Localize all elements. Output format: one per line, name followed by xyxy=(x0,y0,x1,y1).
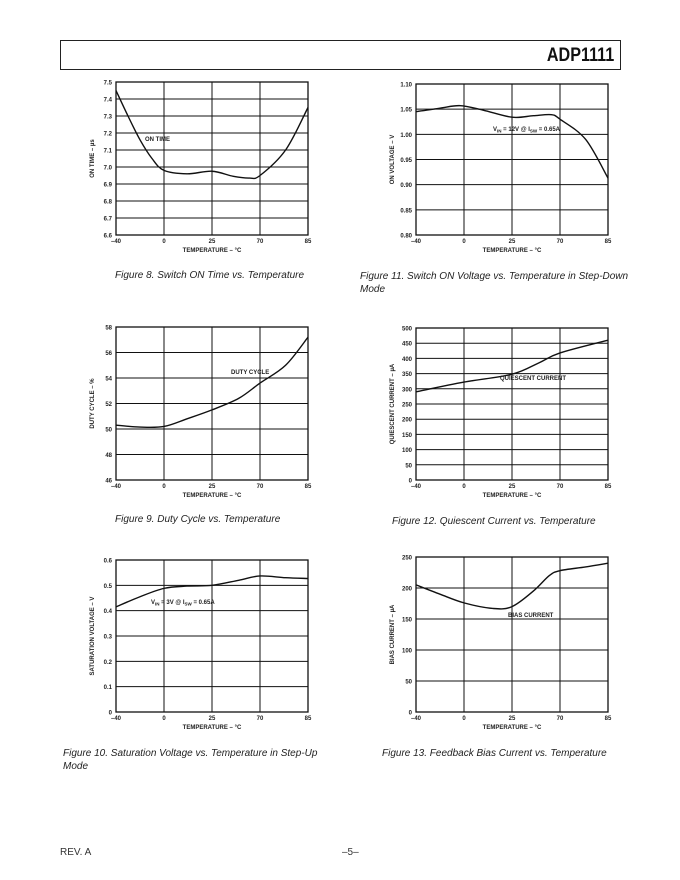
y-tick-label: 0.4 xyxy=(103,609,112,616)
curve-annotation xyxy=(500,376,566,382)
y-tick-label: 1.00 xyxy=(400,132,412,139)
chart-2 xyxy=(390,83,612,255)
annotation-segment: BIAS CURRENT xyxy=(508,613,554,619)
x-tick-label: 25 xyxy=(508,716,516,722)
y-tick-label: 0 xyxy=(408,710,412,717)
chart-3 xyxy=(90,326,312,500)
curve-annotation xyxy=(508,613,554,619)
y-tick-label: 0.80 xyxy=(400,233,412,240)
y-axis-label: SATURATION VOLTAGE – V xyxy=(90,596,96,676)
y-tick-label: 7.4 xyxy=(103,97,112,104)
y-tick-label: 250 xyxy=(401,402,412,409)
x-tick-label: 0 xyxy=(162,716,166,722)
x-tick-label: 25 xyxy=(208,239,216,245)
y-tick-label: 200 xyxy=(401,417,412,424)
x-tick-label: 70 xyxy=(556,716,564,722)
y-tick-label: 100 xyxy=(401,648,412,655)
x-tick-label: 70 xyxy=(256,716,264,722)
caption-figure-13: Figure 13. Feedback Bias Current vs. Temperature xyxy=(382,748,607,759)
caption-figure-9: Figure 9. Duty Cycle vs. Temperature xyxy=(115,514,281,525)
y-tick-label: 58 xyxy=(105,325,112,332)
y-tick-label: 7.3 xyxy=(103,114,112,121)
x-tick-label: 85 xyxy=(604,484,612,490)
y-axis-label: ON TIME – µs xyxy=(90,139,96,178)
y-axis-label: QUIESCENT CURRENT – µA xyxy=(390,363,396,445)
annotation-segment: = 3V @ I xyxy=(159,600,185,606)
chart-5 xyxy=(90,559,312,732)
x-tick-label: 0 xyxy=(462,716,466,722)
y-tick-label: 48 xyxy=(105,453,112,459)
chart-4 xyxy=(390,327,612,500)
x-tick-label: –40 xyxy=(410,716,422,722)
y-tick-label: 50 xyxy=(405,463,412,470)
x-axis-label: TEMPERATURE – °C xyxy=(482,248,542,254)
y-tick-label: 150 xyxy=(401,432,412,439)
x-tick-label: –40 xyxy=(410,239,422,245)
y-tick-label: 0.2 xyxy=(103,659,112,666)
y-tick-label: 0.5 xyxy=(103,583,112,590)
annotation-segment: SW xyxy=(529,128,538,134)
y-tick-label: 0.95 xyxy=(400,158,412,164)
curve-annotation xyxy=(231,370,269,376)
y-axis-label: ON VOLTAGE – V xyxy=(390,134,396,185)
y-tick-label: 54 xyxy=(105,376,112,383)
y-tick-label: 0.3 xyxy=(103,634,112,641)
caption-figure-10: Figure 10. Saturation Voltage vs. Temperature in Step-Up Mode xyxy=(63,748,318,772)
x-tick-label: 25 xyxy=(208,484,216,490)
y-tick-label: 0.85 xyxy=(400,208,412,215)
x-tick-label: 70 xyxy=(556,239,564,245)
revision-label: REV. A xyxy=(60,847,92,858)
curve-annotation xyxy=(145,137,170,143)
y-tick-label: 6.7 xyxy=(103,216,112,223)
y-tick-label: 1.05 xyxy=(400,107,412,114)
y-tick-label: 450 xyxy=(401,341,412,348)
x-tick-label: 0 xyxy=(162,239,166,245)
caption-figure-11: Figure 11. Switch ON Voltage vs. Temperature in Step-Down Mode xyxy=(360,271,629,295)
annotation-segment: IN xyxy=(155,601,160,607)
chart-6 xyxy=(390,556,612,732)
y-tick-label: 6.9 xyxy=(103,182,112,189)
y-tick-label: 50 xyxy=(405,679,412,686)
y-tick-label: 46 xyxy=(105,478,112,485)
x-tick-label: 70 xyxy=(256,484,264,490)
x-tick-label: 70 xyxy=(256,239,264,245)
x-tick-label: 70 xyxy=(556,484,564,490)
x-tick-label: 25 xyxy=(508,239,516,245)
annotation-segment: SW xyxy=(184,601,192,607)
y-tick-label: 1.10 xyxy=(400,82,412,89)
annotation-segment: ON TIME xyxy=(145,137,170,143)
curve-annotation xyxy=(151,600,215,607)
y-tick-label: 7.2 xyxy=(103,131,112,138)
x-tick-label: 0 xyxy=(462,484,466,490)
x-axis-label: TEMPERATURE – °C xyxy=(482,493,542,499)
y-tick-label: 300 xyxy=(401,387,412,394)
annotation-segment: = 12V @ I xyxy=(501,127,530,133)
annotation-segment: = 0.65A xyxy=(537,127,560,133)
x-tick-label: –40 xyxy=(110,716,122,722)
x-tick-label: 85 xyxy=(304,239,312,245)
y-tick-label: 100 xyxy=(401,448,412,455)
y-tick-label: 7.0 xyxy=(103,165,112,172)
annotation-segment: V xyxy=(151,600,156,606)
y-tick-label: 250 xyxy=(401,555,412,562)
y-tick-label: 0 xyxy=(408,478,412,485)
x-tick-label: –40 xyxy=(410,484,422,490)
annotation-segment: V xyxy=(493,127,498,133)
y-tick-label: 7.5 xyxy=(103,80,112,87)
y-tick-label: 7.1 xyxy=(103,148,112,155)
x-tick-label: –40 xyxy=(110,239,122,245)
y-axis-label: BIAS CURRENT – µA xyxy=(390,604,396,665)
x-axis-label: TEMPERATURE – °C xyxy=(182,725,242,731)
annotation-segment: = 0.65A xyxy=(191,600,215,606)
y-tick-label: 56 xyxy=(105,351,112,357)
page-number: –5– xyxy=(342,847,359,858)
annotation-segment: DUTY CYCLE xyxy=(231,370,270,376)
x-tick-label: 85 xyxy=(604,239,612,245)
y-tick-label: 52 xyxy=(105,402,112,408)
y-tick-label: 400 xyxy=(401,356,412,363)
annotation-segment: QUIESCENT CURRENT xyxy=(500,376,567,382)
x-axis-label: TEMPERATURE – °C xyxy=(182,248,242,254)
x-tick-label: 0 xyxy=(462,239,466,245)
y-tick-label: 0.6 xyxy=(103,558,112,565)
part-number: ADP1111 xyxy=(546,45,614,66)
y-tick-label: 50 xyxy=(105,427,112,434)
annotation-segment: IN xyxy=(497,128,502,134)
x-tick-label: –40 xyxy=(110,484,122,490)
x-tick-label: 25 xyxy=(208,716,216,722)
y-tick-label: 500 xyxy=(401,326,412,333)
x-tick-label: 0 xyxy=(162,484,166,490)
chart-1 xyxy=(90,81,312,255)
y-tick-label: 6.8 xyxy=(103,199,112,206)
y-tick-label: 0.90 xyxy=(400,183,412,190)
x-axis-label: TEMPERATURE – °C xyxy=(182,493,242,499)
caption-figure-12: Figure 12. Quiescent Current vs. Temperature xyxy=(392,516,596,527)
y-tick-label: 350 xyxy=(401,372,412,379)
y-axis-label: DUTY CYCLE – % xyxy=(90,378,96,429)
caption-figure-8: Figure 8. Switch ON Time vs. Temperature xyxy=(115,270,305,281)
y-tick-label: 0.1 xyxy=(103,685,112,692)
y-tick-label: 6.6 xyxy=(103,233,112,240)
x-axis-label: TEMPERATURE – °C xyxy=(482,725,542,731)
x-tick-label: 25 xyxy=(508,484,516,490)
y-tick-label: 0 xyxy=(108,710,112,717)
y-tick-label: 150 xyxy=(401,617,412,624)
curve-annotation xyxy=(493,127,561,134)
x-tick-label: 85 xyxy=(304,716,312,722)
y-tick-label: 200 xyxy=(401,586,412,593)
x-tick-label: 85 xyxy=(304,484,312,490)
x-tick-label: 85 xyxy=(604,716,612,722)
